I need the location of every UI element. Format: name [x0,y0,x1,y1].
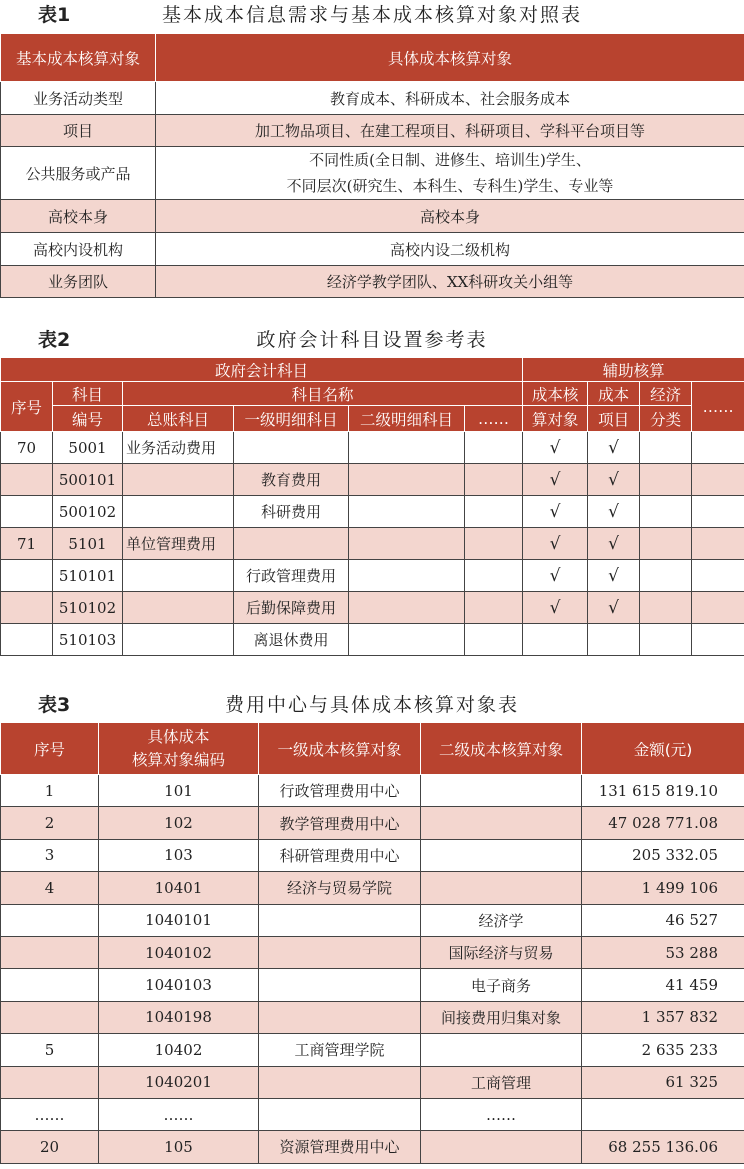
table3-row [1,969,744,1001]
table2-cell [640,592,692,624]
table3-header-code-line1: 具体成本 [147,727,210,746]
table2-number: 表2 [38,329,71,351]
table3-amount-cell: 1 499 106 [582,872,744,904]
table1-cell: 业务活动类型 [1,82,156,115]
table2-cell [349,592,465,624]
table2-cell [640,496,692,528]
table3-cell: 20 [1,1131,99,1163]
table1-cell: 高校内设二级机构 [156,233,744,266]
table3-cell [1,969,99,1001]
table1-title: 基本成本信息需求与基本成本核算对象对照表 [161,4,582,26]
table2-cell [349,496,465,528]
table2-check-cell: √ [588,432,640,464]
table3-cell: …… [1,1098,99,1130]
table1-cell-line2: 不同层次(研究生、本科生、专科生)学生、专业等 [286,177,614,195]
table2-cell: 教育费用 [234,464,349,496]
table2-cell: 500102 [53,496,123,528]
table3-cell [421,1131,582,1163]
table2 [0,357,744,656]
table3-row [1,872,744,904]
table3-amount-cell: 61 325 [582,1066,744,1098]
table2-header-more: …… [465,406,523,432]
table3-amount-cell: 46 527 [582,904,744,936]
table3-cell: 10402 [99,1034,259,1066]
table3-cell: 1040103 [99,969,259,1001]
table2-cell [692,432,744,464]
table2-cell: 单位管理费用 [123,528,234,560]
table2-caption [0,327,744,353]
table3-cell: 5 [1,1034,99,1066]
table3-cell: …… [421,1098,582,1130]
table2-check-cell [523,624,588,656]
table3-cell [1,1001,99,1033]
table1-cell: 高校本身 [1,200,156,233]
table2-cell [465,464,523,496]
table2-cell [1,592,53,624]
table1-header-basic: 基本成本核算对象 [1,34,156,82]
table2-header-aux1-line2: 算对象 [523,406,588,432]
table3-row [1,1098,744,1130]
table2-check-cell: √ [523,464,588,496]
table1-row [1,115,744,147]
table2-header-name: 科目名称 [123,382,523,406]
table1-caption [0,2,744,28]
table2-row [1,432,744,464]
table2-cell [465,592,523,624]
table3-amount-cell: 53 288 [582,936,744,968]
table2-check-cell: √ [523,592,588,624]
table2-cell: 510102 [53,592,123,624]
table2-cell [1,464,53,496]
table2-cell [465,528,523,560]
table3-header-level2: 二级成本核算对象 [421,723,582,775]
table2-cell [349,624,465,656]
table2-cell [640,560,692,592]
table3-caption [0,692,744,718]
table3-cell: 101 [99,775,259,807]
table3-cell: 2 [1,807,99,839]
table2-cell [465,624,523,656]
table2-cell [692,624,744,656]
table3-cell: 1040198 [99,1001,259,1033]
table3-cell: 1040101 [99,904,259,936]
table2-cell [465,560,523,592]
table2-cell [123,560,234,592]
table2-cell: 后勤保障费用 [234,592,349,624]
table2-cell [349,464,465,496]
table2-check-cell: √ [588,496,640,528]
table2-header-aux3-line1: 经济 [640,382,692,406]
table1-cell: 业务团队 [1,266,156,298]
table3-cell [259,1098,421,1130]
table2-header-code-line2: 编号 [53,406,123,432]
table2-check-cell: √ [523,528,588,560]
table1-row [1,233,744,266]
table3-cell: 教学管理费用中心 [259,807,421,839]
table2-header-level2: 二级明细科目 [349,406,465,432]
table2-header-gov-accounts: 政府会计科目 [1,358,523,382]
table3-cell: 105 [99,1131,259,1163]
table2-header-code-line1: 科目 [53,382,123,406]
table1-row [1,200,744,233]
table2-header-aux1-line1: 成本核 [523,382,588,406]
table3-header-seq: 序号 [1,723,99,775]
table3-cell [421,872,582,904]
table2-check-cell: √ [588,464,640,496]
table3-row [1,904,744,936]
table3-cell: 3 [1,839,99,871]
table3-amount-cell: 68 255 136.06 [582,1131,744,1163]
table3-cell: 经济学 [421,904,582,936]
table2-cell: 业务活动费用 [123,432,234,464]
table3-cell: 间接费用归集对象 [421,1001,582,1033]
table3-amount-cell: 41 459 [582,969,744,1001]
table3-cell [1,936,99,968]
table2-cell [349,528,465,560]
table3-cell [259,1001,421,1033]
table1-cell: 教育成本、科研成本、社会服务成本 [156,82,744,115]
table2-check-cell: √ [588,560,640,592]
table2-cell [1,496,53,528]
table2-check-cell: √ [523,432,588,464]
table3-header-level1: 一级成本核算对象 [259,723,421,775]
table3-cell: 工商管理 [421,1066,582,1098]
table2-header-aux: 辅助核算 [523,358,744,382]
table3-amount-cell: 47 028 771.08 [582,807,744,839]
table3-cell [421,807,582,839]
table3-row [1,807,744,839]
table3-cell: 国际经济与贸易 [421,936,582,968]
table2-cell [640,432,692,464]
table3-cell: 103 [99,839,259,871]
table1-row [1,266,744,298]
table2-header-aux4: …… [692,382,744,432]
table3-cell [259,969,421,1001]
table2-check-cell: √ [523,560,588,592]
table3-cell [421,839,582,871]
table1-cell: 经济学教学团队、XX科研攻关小组等 [156,266,744,298]
table2-row [1,464,744,496]
table1-cell-line1: 不同性质(全日制、进修生、培训生)学生、 [309,151,591,169]
table2-cell: 500101 [53,464,123,496]
table3-row [1,1001,744,1033]
table2-check-cell: √ [588,528,640,560]
table3-cell: 4 [1,872,99,904]
table2-cell [123,496,234,528]
table3-cell [421,1034,582,1066]
table2-header-general: 总账科目 [123,406,234,432]
table2-cell [349,560,465,592]
table2-cell: 科研费用 [234,496,349,528]
table2-header-aux3-line2: 分类 [640,406,692,432]
table2-header-aux2-line1: 成本 [588,382,640,406]
table2-cell [692,592,744,624]
table2-cell: 离退休费用 [234,624,349,656]
table2-row [1,496,744,528]
table3-row [1,1066,744,1098]
table2-cell: 70 [1,432,53,464]
table3-cell [259,1066,421,1098]
table3-cell: 科研管理费用中心 [259,839,421,871]
table3-cell: 资源管理费用中心 [259,1131,421,1163]
table2-header-level1: 一级明细科目 [234,406,349,432]
table2-row [1,592,744,624]
table3-cell: 经济与贸易学院 [259,872,421,904]
table1 [0,33,744,298]
table2-cell [692,464,744,496]
table2-cell [349,432,465,464]
table1-row [1,147,744,200]
table3-cell: 1040102 [99,936,259,968]
table3-cell [259,936,421,968]
table1-cell: 高校本身 [156,200,744,233]
table3-row [1,936,744,968]
table2-check-cell: √ [588,592,640,624]
table3-cell: 工商管理学院 [259,1034,421,1066]
table2-cell: 5001 [53,432,123,464]
table3-row [1,1034,744,1066]
table2-check-cell: √ [523,496,588,528]
table3-row [1,775,744,807]
table2-row [1,624,744,656]
table3-cell: 1 [1,775,99,807]
table2-cell [234,528,349,560]
table2-cell [234,432,349,464]
table3 [0,722,744,1164]
table2-cell [1,624,53,656]
table3-header-code-line2: 核算对象编码 [131,750,225,769]
table3-amount-cell: 2 635 233 [582,1034,744,1066]
table1-cell: 加工物品项目、在建工程项目、科研项目、学科平台项目等 [156,115,744,147]
table2-row [1,560,744,592]
table2-cell: 510103 [53,624,123,656]
table1-header-specific: 具体成本核算对象 [156,34,744,82]
table2-cell: 行政管理费用 [234,560,349,592]
table2-cell [123,464,234,496]
table3-title: 费用中心与具体成本核算对象表 [224,694,519,716]
table2-cell: 5101 [53,528,123,560]
table3-cell: 10401 [99,872,259,904]
table2-header-aux2-line2: 项目 [588,406,640,432]
table3-cell [1,1066,99,1098]
table1-row [1,82,744,115]
table1-cell: 公共服务或产品 [1,147,156,200]
table1-cell: 项目 [1,115,156,147]
table2-header-seq: 序号 [1,382,53,432]
table3-cell: 102 [99,807,259,839]
table3-amount-cell: 131 615 819.10 [582,775,744,807]
table3-row [1,1131,744,1163]
table2-cell [692,496,744,528]
table3-cell [259,904,421,936]
table3-cell: 电子商务 [421,969,582,1001]
table2-cell [640,624,692,656]
table3-header-code [99,723,259,775]
table1-number: 表1 [38,4,71,26]
table2-title: 政府会计科目设置参考表 [256,329,488,351]
table3-cell [1,904,99,936]
table3-cell [421,775,582,807]
table1-cell: 高校内设机构 [1,233,156,266]
table2-cell [465,432,523,464]
table2-row [1,528,744,560]
table2-cell [640,528,692,560]
table3-amount-cell [582,1098,744,1130]
table2-cell [692,560,744,592]
table3-amount-cell: 1 357 832 [582,1001,744,1033]
table3-cell: 1040201 [99,1066,259,1098]
table2-check-cell [588,624,640,656]
table1-cell-multiline [156,147,744,200]
table3-row [1,839,744,871]
table2-cell: 510101 [53,560,123,592]
table2-cell [123,624,234,656]
table3-cell: …… [99,1098,259,1130]
table3-number: 表3 [38,694,71,716]
table2-cell [692,528,744,560]
table3-header-amount: 金额(元) [582,723,744,775]
table2-cell [1,560,53,592]
table3-amount-cell: 205 332.05 [582,839,744,871]
table2-cell [123,592,234,624]
table2-cell [640,464,692,496]
table2-cell [465,496,523,528]
table3-cell: 行政管理费用中心 [259,775,421,807]
table2-cell: 71 [1,528,53,560]
